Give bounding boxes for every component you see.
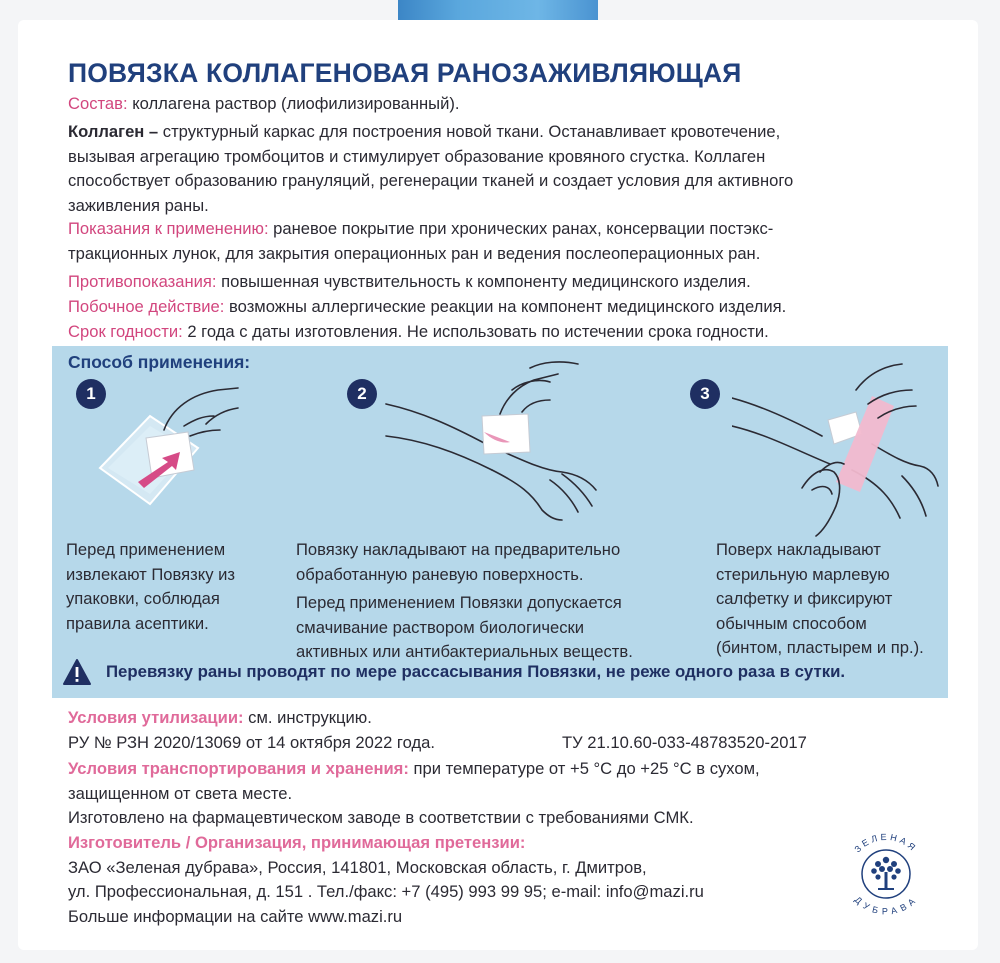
- storage-line-1: при температуре от +5 °С до +25 °С в сухом,: [408, 759, 760, 778]
- disposal-line: [68, 706, 372, 731]
- indications-block: [68, 217, 773, 266]
- indications-line-2: тракционных лунок, для закрытия операционных ран и ведения послеоперационных ран.: [68, 243, 761, 263]
- collagen-line-1: структурный каркас для построения новой ткани. Останавливает кровотечение,: [158, 122, 781, 141]
- collagen-line-4: заживления раны.: [68, 195, 209, 215]
- step-3-line-1: Поверх накладывают: [716, 540, 881, 559]
- warning-text: Перевязку раны проводят по мере рассасывания Повязки, не реже одного раза в сутки.: [106, 662, 846, 681]
- manufacturer-address-1: ЗАО «Зеленая дубрава», Россия, 141801, Московская область, г. Дмитров,: [68, 858, 647, 877]
- step-2-line-2: обработанную раневую поверхность.: [296, 564, 584, 584]
- disposal-label: Условия утилизации:: [68, 708, 244, 727]
- storage-block: [68, 757, 760, 806]
- side-effects-text: возможны аллергические реакции на компонент медицинского изделия.: [224, 297, 787, 316]
- step-3-line-3: салфетку и фиксируют: [716, 589, 893, 608]
- step-1-illustration: [88, 386, 258, 536]
- manufacturer-label-text: Изготовитель / Организация, принимающая претензии:: [68, 833, 526, 852]
- warning-icon: [62, 658, 92, 686]
- storage-line-2: защищенном от света месте.: [68, 783, 293, 803]
- step-2-line-5: активных или антибактериальных веществ.: [296, 642, 633, 661]
- step-3-line-5: (бинтом, пластырем и пр.).: [716, 638, 924, 657]
- storage-label: Условия транспортирования и хранения:: [68, 759, 409, 778]
- product-title: ПОВЯЗКА КОЛЛАГЕНОВАЯ РАНОЗАЖИВЛЯЮЩАЯ: [68, 58, 742, 88]
- manufacturer-label: [68, 831, 525, 856]
- step-3-text: [716, 538, 924, 661]
- step-2-line-1: Повязку накладывают на предварительно: [296, 540, 621, 559]
- step-1-line-2: извлекают Повязку из: [66, 564, 235, 584]
- composition-line: [68, 92, 460, 117]
- step-1-line-4: правила асептики.: [66, 613, 209, 633]
- contraindications-text: повышенная чувствительность к компоненту медицинского изделия.: [216, 272, 751, 291]
- usage-panel: [52, 346, 948, 698]
- quality-line: Изготовлено на фармацевтическом заводе в соответствии с требованиями СМК.: [68, 808, 694, 827]
- shelf-life-line: [68, 320, 769, 345]
- disposal-text: см. инструкцию.: [243, 708, 372, 727]
- manufacturer-address-2: ул. Профессиональная, д. 151 . Тел./факс: +7 (495) 993 99 95; e-mail: info@mazi.ru: [68, 882, 704, 901]
- composition-label: Состав:: [68, 94, 128, 113]
- contraindications-line: [68, 270, 751, 295]
- usage-title: Способ применения:: [68, 352, 251, 372]
- step-1-line-3: упаковки, соблюдая: [66, 589, 220, 608]
- collagen-line-2: вызывая агрегацию тромбоцитов и стимулирует образование кровяного сгустка. Коллаген: [68, 146, 766, 166]
- indications-label: Показания к применению:: [68, 219, 269, 238]
- step-2-line-3: Перед применением Повязки допускается: [296, 593, 622, 612]
- collagen-line-3: способствует образованию грануляций, регенерации тканей и создает условия для активного: [68, 171, 794, 190]
- logo-bottom-text: ДУБРАВА: [852, 894, 920, 917]
- ru-line: РУ № РЗН 2020/13069 от 14 октября 2022 года.: [68, 733, 436, 752]
- step-1-line-1: Перед применением: [66, 540, 226, 559]
- composition-text: коллагена раствор (лиофилизированный).: [127, 94, 460, 113]
- step-1-number: 1: [76, 379, 106, 409]
- step-2-line-4: смачивание раствором биологически: [296, 617, 585, 637]
- step-2-number: 2: [347, 379, 377, 409]
- side-effects-line: [68, 295, 786, 320]
- logo-top-text: ЗЕЛЕНАЯ: [852, 831, 920, 855]
- step-3-number: 3: [690, 379, 720, 409]
- side-effects-label: Побочное действие:: [68, 297, 225, 316]
- shelf-life-text: 2 года с даты изготовления. Не использовать по истечении срока годности.: [182, 322, 769, 341]
- shelf-life-label: Срок годности:: [68, 322, 183, 341]
- step-1-text: [66, 538, 235, 636]
- step-3-line-4: обычным способом: [716, 613, 867, 633]
- collagen-label: Коллаген –: [68, 122, 159, 141]
- website-line: Больше информации на сайте www.mazi.ru: [68, 907, 403, 926]
- step-3-line-2: стерильную марлевую: [716, 564, 890, 584]
- step-2-illustration: [382, 360, 612, 530]
- contraindications-label: Противопоказания:: [68, 272, 217, 291]
- indications-line-1: раневое покрытие при хронических ранах, консервации постэкс-: [268, 219, 774, 238]
- zelenaya-dubrava-logo: [838, 826, 934, 922]
- step-3-illustration: [732, 360, 942, 540]
- warning-row: [62, 654, 932, 690]
- tu-line: ТУ 21.10.60-033-48783520-2017: [562, 733, 807, 752]
- svg-text:ЗЕЛЕНАЯ: [853, 832, 920, 854]
- step-2-text: [296, 538, 633, 665]
- collagen-block: [68, 120, 793, 218]
